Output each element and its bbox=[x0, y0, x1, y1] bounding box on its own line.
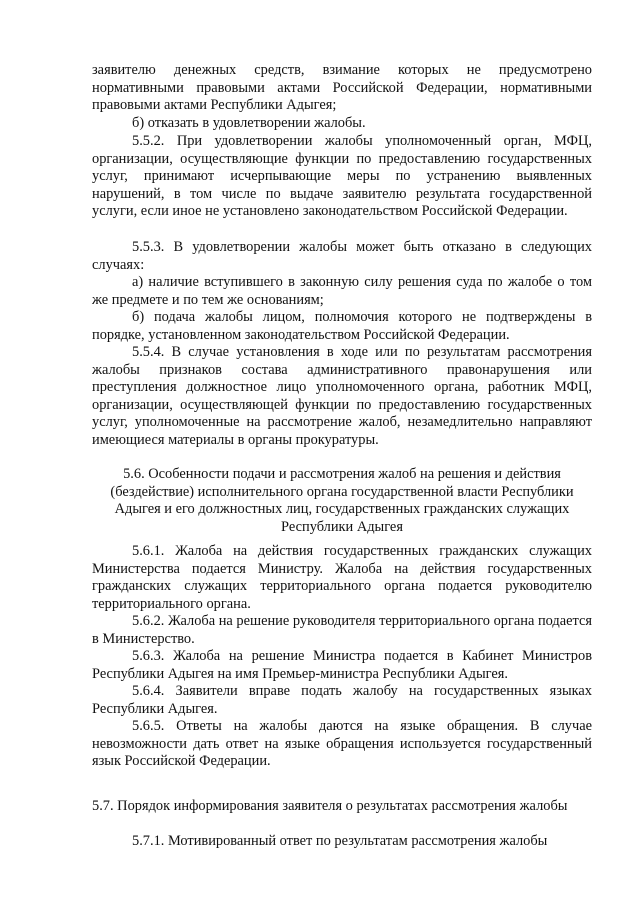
section-heading-5-7: 5.7. Порядок информирования заявителя о результатах рассмотрения жалобы bbox=[92, 798, 568, 814]
paragraph-5-6-3: 5.6.3. Жалоба на решение Министра подается в Кабинет Министров Республики Адыгея на имя Премьер-министра Республики Адыгея. bbox=[92, 648, 592, 682]
paragraph-5-5-1-continuation: заявителю денежных средств, взимание которых не предусмотрено нормативными правовыми актами Российской Федерации, нормативными правовыми актами Республики Адыгея; bbox=[92, 62, 592, 114]
paragraph-5-6-2: 5.6.2. Жалоба на решение руководителя территориального органа подается в Министерство. bbox=[92, 613, 592, 647]
paragraph-5-6-4: 5.6.4. Заявители вправе подать жалобу на государственных языках Республики Адыгея. bbox=[92, 683, 592, 717]
paragraph-refuse: б) отказать в удовлетворении жалобы. bbox=[132, 115, 366, 131]
paragraph-5-5-3: 5.5.3. В удовлетворении жалобы может быть отказано в следующих случаях: bbox=[92, 239, 592, 273]
paragraph-5-6-5: 5.6.5. Ответы на жалобы даются на языке обращения. В случае невозможности дать ответ на языке обращения используется государственный язык Российской Федерации. bbox=[92, 718, 592, 770]
paragraph-5-5-4: 5.5.4. В случае установления в ходе или по результатам рассмотрения жалобы признаков состава административного правонарушения или преступления должностное лицо уполномоченного органа, работник МФЦ, организации, осуществляющей функции по предоставлению государственных услуг, уполномоченные на рассмотрение жалоб, незамедлительно направляют имеющиеся материалы в органы прокуратуры. bbox=[92, 344, 592, 448]
paragraph-5-5-2: 5.5.2. При удовлетворении жалобы уполномоченный орган, МФЦ, организации, осуществляющие функции по предоставлению государственных услуг, принимают исчерпывающие меры по устранению выявленных нарушений, в том числе по выдаче заявителю результата государственной услуги, если иное не установлено законодательством Российской Федерации. bbox=[92, 133, 592, 220]
paragraph-5-7-1: 5.7.1. Мотивированный ответ по результатам рассмотрения жалобы bbox=[132, 833, 548, 849]
paragraph-5-6-1: 5.6.1. Жалоба на действия государственных гражданских служащих Министерства подается Министру. Жалоба на действия государственных гражданских служащих территориального органа подается руководителю территориального органа. bbox=[92, 543, 592, 612]
paragraph-5-5-3-b: б) подача жалобы лицом, полномочия которого не подтверждены в порядке, установленном законодательством Российской Федерации. bbox=[92, 309, 592, 343]
section-heading-5-6: 5.6. Особенности подачи и рассмотрения жалоб на решения и действия (бездействие) исполнительного органа государственной власти Республики Адыгея и его должностных лиц, государственных гражданских служащих Республики Адыгея bbox=[110, 466, 574, 535]
paragraph-5-5-3-a: а) наличие вступившего в законную силу решения суда по жалобе о том же предмете и по тем же основаниям; bbox=[92, 274, 592, 308]
